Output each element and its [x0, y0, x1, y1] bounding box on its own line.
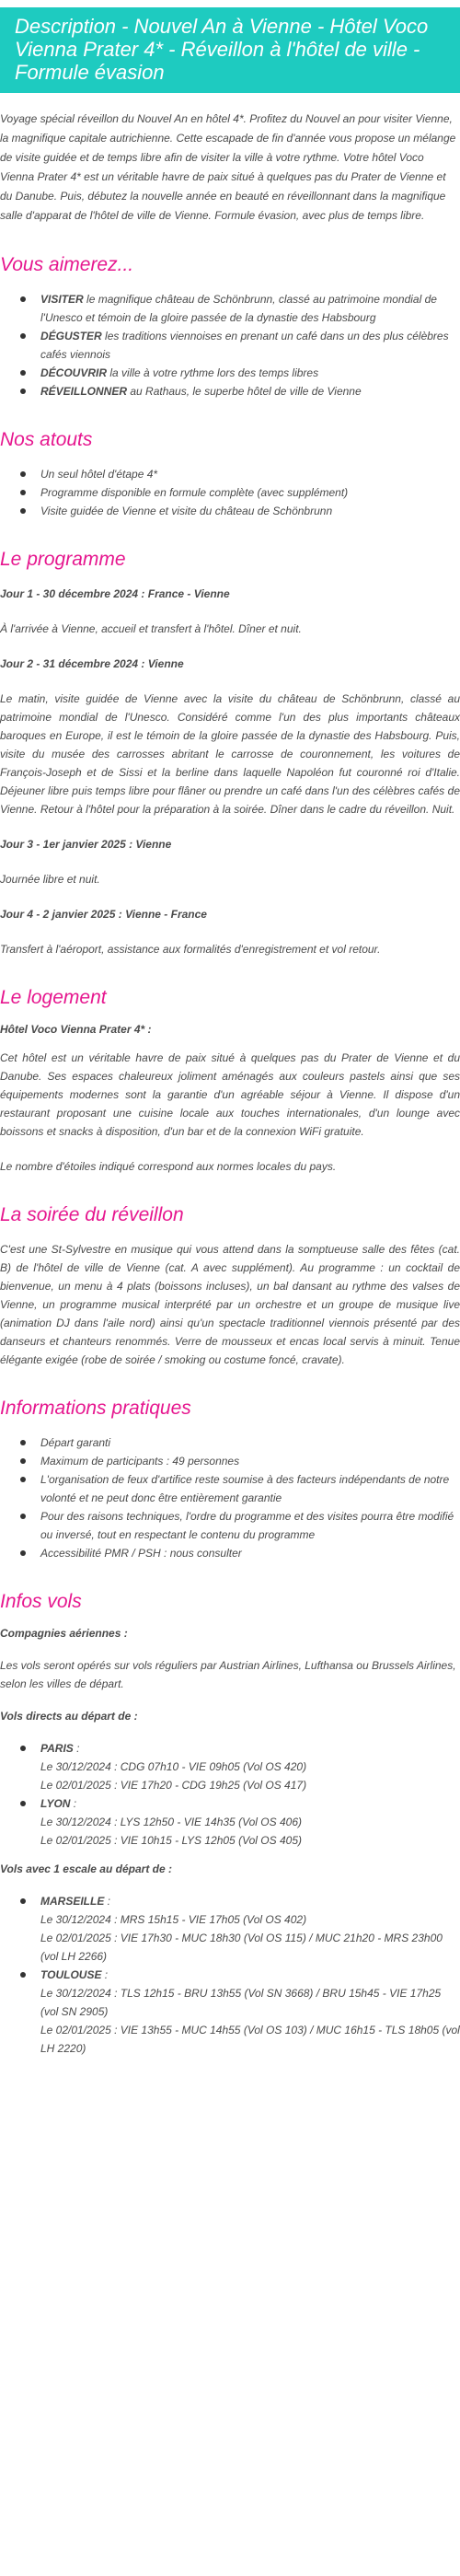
vous-aimerez-list — [0, 290, 460, 400]
direct-flights-title: Vols directs au départ de : — [0, 1710, 138, 1723]
programme-heading: Le programme — [0, 549, 126, 570]
direct-flights-list — [0, 1739, 460, 1850]
atouts-list — [0, 465, 460, 520]
soiree-heading: La soirée du réveillon — [0, 1204, 184, 1225]
list-item-keyword: DÉGUSTER — [40, 330, 102, 342]
list-item: L'organisation de feux d'artifice reste soumise à des facteurs indépendants de notre volonté et ne peut donc être entièrement garantie — [20, 1470, 460, 1507]
flight-item: PARIS : Le 30/12/2024 : CDG 07h10 - VIE 09h05 (Vol OS 420) Le 02/01/2025 : VIE 17h20 - CDG 19h25 (Vol OS 417) — [20, 1739, 460, 1794]
list-item: Accessibilité PMR / PSH : nous consulter — [20, 1544, 460, 1562]
flight-line: Le 30/12/2024 : CDG 07h10 - VIE 09h05 (Vol OS 420) — [40, 1760, 307, 1773]
day-title: Jour 4 - 2 janvier 2025 : Vienne - France — [0, 908, 207, 921]
logement-heading: Le logement — [0, 987, 107, 1008]
infos-heading: Informations pratiques — [0, 1398, 191, 1419]
programme-days — [0, 585, 460, 958]
list-item — [20, 382, 460, 400]
companies-text: Les vols seront opérés sur vols réguliers par Austrian Airlines, Lufthansa ou Brussels Airlines, selon les villes de départ. — [0, 1659, 456, 1690]
flight-line: Le 02/01/2025 : VIE 17h20 - CDG 19h25 (Vol OS 417) — [40, 1779, 307, 1792]
page-title: Description - Nouvel An à Vienne - Hôtel Voco Vienna Prater 4* - Réveillon à l'hôtel de ville - Formule évasion — [0, 7, 460, 93]
list-item — [20, 364, 460, 382]
day-title: Jour 1 - 30 décembre 2024 : France - Vienne — [0, 587, 230, 600]
content — [0, 110, 460, 2058]
list-item-text: le magnifique château de Schönbrunn, classé au patrimoine mondial de l'Unesco et témoin de la gloire passée de la dynastie des Habsbourg — [40, 293, 437, 324]
soiree-text: C'est une St-Sylvestre en musique qui vous attend dans la somptueuse salle des fêtes (cat. B) de l'hôtel de ville de Vienne (cat. A avec supplément). Au programme : un cocktail de bienvenue, un menu à 4 plats (boissons incluses), un bal dansant au rythme des valses de Vienne, un programme musical interprété par un orchestre et un groupe de musique live (animation DJ dans l'aile nord) ainsi qu'un spectacle traditionnel viennois présenté par des danseurs et chanteurs renommés. Verre de mousseux et encas local servis à minuit. Tenue élégante exigée (robe de soirée / smoking ou costume foncé, cravate). — [0, 1243, 460, 1366]
day-text: À l'arrivée à Vienne, accueil et transfert à l'hôtel. Dîner et nuit. — [0, 622, 302, 635]
list-item: Maximum de participants : 49 personnes — [20, 1452, 460, 1470]
flight-line: Le 30/12/2024 : MRS 15h15 - VIE 17h05 (Vol OS 402) — [40, 1913, 307, 1926]
list-item: Programme disponible en formule complète (avec supplément) — [20, 483, 460, 502]
flight-line: Le 30/12/2024 : LYS 12h50 - VIE 14h35 (Vol OS 406) — [40, 1816, 302, 1828]
list-item-keyword: VISITER — [40, 293, 84, 306]
hotel-name: Hôtel Voco Vienna Prater 4* : — [0, 1023, 152, 1036]
list-item: Pour des raisons techniques, l'ordre du programme et des visites pourra être modifié ou inversé, tout en respectant le contenu du programme — [20, 1507, 460, 1544]
flight-city: LYON — [40, 1797, 71, 1810]
intro-text: Voyage spécial réveillon du Nouvel An en hôtel 4*. Profitez du Nouvel an pour visiter Vienne, la magnifique capitale autrichienne. Cette escapade de fin d'année vous propose un mélange de visite guidée et de temps libre afin de visiter la ville à votre rythme. Votre hôtel Voco Vienna Prater 4* est un véritable havre de paix situé à quelques pas du Prater de Vienne et du Danube. Puis, débutez la nouvelle année en beauté en réveillonnant dans la magnifique salle d'apparat de l'hôtel de ville de Vienne. Formule évasion, avec plus de temps libre. — [0, 112, 456, 222]
day-title: Jour 3 - 1er janvier 2025 : Vienne — [0, 838, 172, 851]
flight-item: TOULOUSE : Le 30/12/2024 : TLS 12h15 - BRU 13h55 (Vol SN 3668) / BRU 15h45 - VIE 17h25 (vol SN 2905) Le 02/01/2025 : VIE 13h55 - MUC 14h55 (Vol OS 103) / MUC 16h15 - TLS 18h05 (vol LH 2220) — [20, 1966, 460, 2058]
list-item-text: les traditions viennoises en prenant un café dans un des plus célèbres cafés viennois — [40, 330, 449, 361]
list-item-keyword: RÉVEILLONNER — [40, 385, 128, 398]
atouts-heading: Nos atouts — [0, 429, 93, 450]
day-text: Le matin, visite guidée de Vienne avec la visite du château de Schönbrunn, classé au patrimoine mondial de l'Unesco. Considéré comme l'un des plus importants châteaux baroques en Europe, il est le témoin de la gloire passée de la dynastie des Habsbourg. Puis, visite du musée des carrosses abritant le carrosse de couronnement, les voitures de François-Joseph et de Sissi et la berline dans laquelle Napoléon fut couronné roi d'Italie. Déjeuner libre puis temps libre pour flâner ou prendre un café dans l'un des célèbres cafés de Vienne. Retour à l'hôtel pour la préparation à la soirée. Dîner dans le cadre du réveillon. Nuit. — [0, 692, 460, 816]
hotel-description: Cet hôtel est un véritable havre de paix situé à quelques pas du Prater de Vienne et du Danube. Ses espaces chaleureux joliment aménagés aux couleurs pastels ainsi que ses équipements modernes sont la garantie d'un agréable séjour à Vienne. Il dispose d'un restaurant proposant une cuisine locale aux touches internationales, d'un lounge avec boissons et snacks à disposition, d'un bar et de la connexion WiFi gratuite. — [0, 1051, 460, 1138]
escale-flights-title: Vols avec 1 escale au départ de : — [0, 1862, 172, 1875]
day-text: Transfert à l'aéroport, assistance aux formalités d'enregistrement et vol retour. — [0, 943, 381, 956]
list-item-keyword: DÉCOUVRIR — [40, 366, 108, 379]
vols-heading: Infos vols — [0, 1591, 82, 1612]
infos-list — [0, 1433, 460, 1562]
list-item — [20, 290, 460, 327]
list-item-text: la ville à votre rythme lors des temps libres — [107, 366, 319, 379]
list-item: Départ garanti — [20, 1433, 460, 1452]
list-item: Un seul hôtel d'étape 4* — [20, 465, 460, 483]
day-text: Journée libre et nuit. — [0, 873, 100, 886]
flight-item: LYON : Le 30/12/2024 : LYS 12h50 - VIE 14h35 (Vol OS 406) Le 02/01/2025 : VIE 10h15 - LYS 12h05 (Vol OS 405) — [20, 1794, 460, 1850]
day-title: Jour 2 - 31 décembre 2024 : Vienne — [0, 657, 184, 670]
flight-item: MARSEILLE : Le 30/12/2024 : MRS 15h15 - VIE 17h05 (Vol OS 402) Le 02/01/2025 : VIE 17h30 - MUC 18h30 (Vol OS 115) / MUC 21h20 - MRS 23h00 (vol LH 2266) — [20, 1892, 460, 1966]
flight-line: Le 02/01/2025 : VIE 17h30 - MUC 18h30 (Vol OS 115) / MUC 21h20 - MRS 23h00 (vol LH 2266) — [40, 1932, 443, 1963]
flight-city: PARIS — [40, 1742, 74, 1755]
list-item: Visite guidée de Vienne et visite du château de Schönbrunn — [20, 502, 460, 520]
flight-line: Le 30/12/2024 : TLS 12h15 - BRU 13h55 (Vol SN 3668) / BRU 15h45 - VIE 17h25 (vol SN 2905) — [40, 1987, 442, 2018]
flight-line: Le 02/01/2025 : VIE 13h55 - MUC 14h55 (Vol OS 103) / MUC 16h15 - TLS 18h05 (vol LH 2220) — [40, 2024, 460, 2055]
companies-title: Compagnies aériennes : — [0, 1627, 128, 1640]
list-item — [20, 327, 460, 364]
flight-city: MARSEILLE — [40, 1895, 105, 1908]
flight-city: TOULOUSE — [40, 1968, 102, 1981]
escale-flights-list — [0, 1892, 460, 2058]
vous-aimerez-heading: Vous aimerez... — [0, 254, 134, 275]
stars-note: Le nombre d'étoiles indiqué correspond aux normes locales du pays. — [0, 1160, 337, 1173]
list-item-text: au Rathaus, le superbe hôtel de ville de Vienne — [127, 385, 362, 398]
flight-line: Le 02/01/2025 : VIE 10h15 - LYS 12h05 (Vol OS 405) — [40, 1834, 302, 1847]
